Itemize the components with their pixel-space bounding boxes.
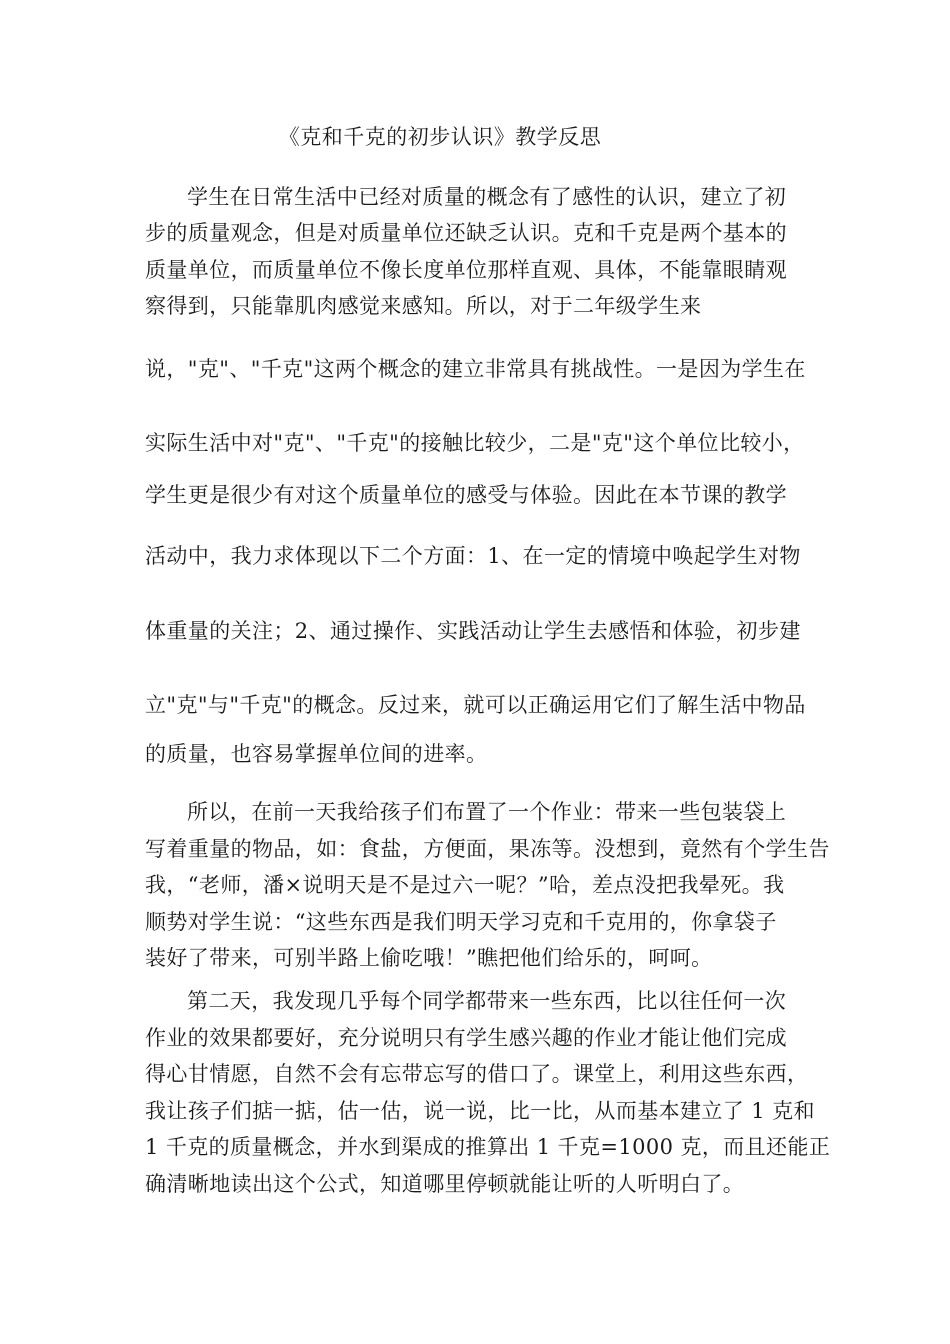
paragraph1-line-11: 的质量，也容易掌握单位间的进率。 xyxy=(145,742,488,766)
paragraph1-line-1: 学生在日常生活中已经对质量的概念有了感性的认识，建立了初 xyxy=(187,185,787,209)
paragraph3-line-1: 第二天，我发现几乎每个同学都带来一些东西，比以往任何一次 xyxy=(187,989,787,1013)
paragraph3-line-2: 作业的效果都要好，充分说明只有学生感兴趣的作业才能让他们完成 xyxy=(145,1026,787,1050)
paragraph1-line-5: 说，"克"、"千克"这两个概念的建立非常具有挑战性。一是因为学生在 xyxy=(145,357,806,381)
paragraph1-line-10: 立"克"与"千克"的概念。反过来，就可以正确运用它们了解生活中物品 xyxy=(145,693,806,717)
paragraph1-line-9: 体重量的关注；2、通过操作、实践活动让学生去感悟和体验，初步建 xyxy=(145,619,801,643)
paragraph2-line-5: 装好了带来，可别半路上偷吃哦！”瞧把他们给乐的，呵呵。 xyxy=(145,946,713,970)
paragraph1-line-2: 步的质量观念，但是对质量单位还缺乏认识。克和千克是两个基本的 xyxy=(145,221,787,245)
paragraph2-line-3: 我，“老师，潘×说明天是不是过六一呢？”哈，差点没把我晕死。我 xyxy=(145,873,785,897)
paragraph2-line-2: 写着重量的物品，如：食盐，方便面，果冻等。没想到，竟然有个学生告 xyxy=(145,837,830,861)
paragraph3-line-5: 1 千克的质量概念，并水到渠成的推算出 1 千克=1000 克，而且还能正 xyxy=(145,1135,831,1159)
paragraph2-line-1: 所以，在前一天我给孩子们布置了一个作业：带来一些包装袋上 xyxy=(187,800,787,824)
paragraph1-line-4: 察得到，只能靠肌肉感觉来感知。所以，对于二年级学生来 xyxy=(145,294,702,318)
paragraph1-line-6: 实际生活中对"克"、"千克"的接触比较少，二是"克"这个单位比较小， xyxy=(145,431,805,455)
paragraph1-line-3: 质量单位，而质量单位不像长度单位那样直观、具体，不能靠眼睛观 xyxy=(145,258,787,282)
paragraph3-line-6: 确清晰地读出这个公式，知道哪里停顿就能让听的人听明白了。 xyxy=(145,1172,745,1196)
paragraph1-line-7: 学生更是很少有对这个质量单位的感受与体验。因此在本节课的教学 xyxy=(145,483,787,507)
paragraph2-line-4: 顺势对学生说：“这些东西是我们明天学习克和千克用的，你拿袋子 xyxy=(145,910,777,934)
paragraph3-line-3: 得心甘情愿，自然不会有忘带忘写的借口了。课堂上，利用这些东西， xyxy=(145,1062,809,1086)
paragraph3-line-4: 我让孩子们掂一掂，估一估，说一说，比一比，从而基本建立了 1 克和 xyxy=(145,1099,815,1123)
paragraph1-line-8: 活动中，我力求体现以下二个方面：1、在一定的情境中唤起学生对物 xyxy=(145,544,801,568)
document-title: 《克和千克的初步认识》教学反思 xyxy=(278,125,602,149)
